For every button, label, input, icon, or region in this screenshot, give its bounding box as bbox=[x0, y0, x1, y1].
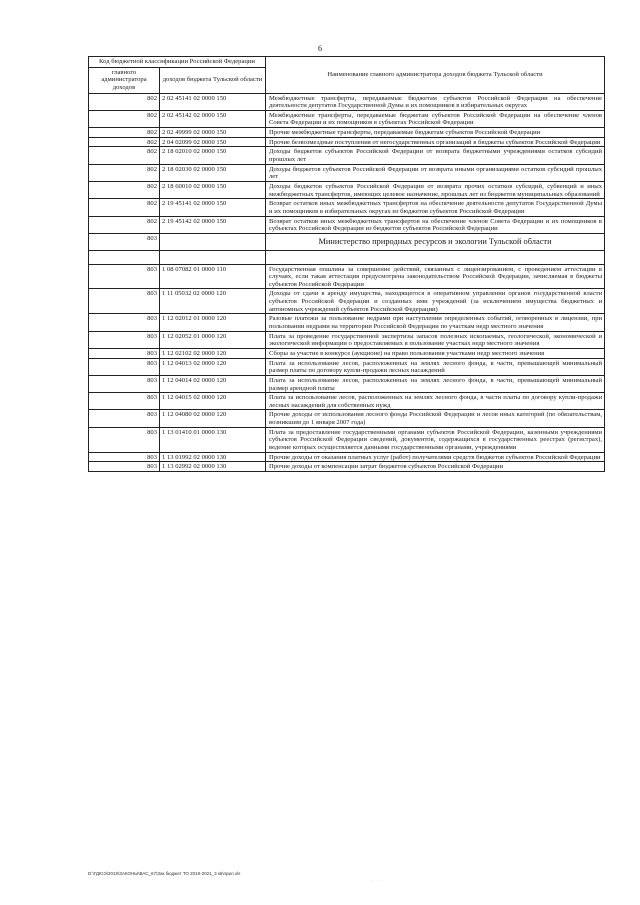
income-name: Плата за использование лесов, расположенных на землях лесного фонда, в части платы по договору купли-продажи лесных насаждений для собственных нужд bbox=[266, 393, 605, 410]
table-row bbox=[89, 348, 605, 358]
admin-code: 803 bbox=[89, 393, 160, 410]
income-name: Прочие межбюджетные трансферты, передаваемые бюджетам субъектов Российской Федерации bbox=[266, 128, 605, 138]
table-row bbox=[89, 410, 605, 427]
income-code: 2 18 60010 02 0000 150 bbox=[160, 181, 266, 198]
admin-code: 803 bbox=[89, 427, 160, 452]
income-code: 1 12 02012 01 0000 120 bbox=[160, 314, 266, 331]
table-row bbox=[89, 147, 605, 164]
income-code: 2 19 45141 02 0000 150 bbox=[160, 199, 266, 216]
table-row bbox=[89, 393, 605, 410]
table-row bbox=[89, 264, 605, 289]
admin-code: 803 bbox=[89, 452, 160, 462]
admin-code: 803 bbox=[89, 410, 160, 427]
admin-code: 803 bbox=[89, 375, 160, 392]
table-row bbox=[89, 427, 605, 452]
admin-code: 802 bbox=[89, 93, 160, 110]
income-name: Межбюджетные трансферты, передаваемые бюджетам субъектов Российской Федерации на обеспечение деятельности депутатов Государственной Думы и их помощников в избирательных округах bbox=[266, 93, 605, 110]
income-code: 1 11 05032 02 0000 120 bbox=[160, 289, 266, 314]
admin-code: 802 bbox=[89, 147, 160, 164]
income-name: Возврат остатков иных межбюджетных трансфертов на обеспечение деятельности депутатов Государственной Думы и их помощников в избирательных округах из бюджетов субъектов Российской Федерации bbox=[266, 199, 605, 216]
admin-code: 802 bbox=[89, 199, 160, 216]
income-name: Возврат остатков иных межбюджетных трансфертов на обеспечение членов Совета Федерации и их помощников в субъектах Российской Федерации из бюджетов субъектов Российской Федерации bbox=[266, 216, 605, 233]
income-name: Прочие доходы от компенсации затрат бюджетов субъектов Российской Федерации bbox=[266, 462, 605, 472]
spacer-cell bbox=[160, 250, 266, 264]
income-name: Разовые платежи за пользование недрами при наступлении определенных событий, оговоренных в лицензии, при пользовании недрами на территории Российской Федерации по участкам недр местного значения bbox=[266, 314, 605, 331]
income-code: 2 18 02030 02 0000 150 bbox=[160, 164, 266, 181]
admin-code: 802 bbox=[89, 181, 160, 198]
admin-code: 803 bbox=[89, 289, 160, 314]
income-name: Доходы от сдачи в аренду имущества, находящегося в оперативном управлении органов государственной власти субъектов Российской Федерации и созданных ими учреждений (за исключением имущества бюджетных и автономных учреждений субъектов Российской Федерации) bbox=[266, 289, 605, 314]
income-code: 1 13 01992 02 0000 130 bbox=[160, 452, 266, 462]
income-name: Прочие доходы от оказания платных услуг (работ) получателями средств бюджетов субъектов Российской Федерации bbox=[266, 452, 605, 462]
table-row bbox=[89, 289, 605, 314]
admin-code: 803 bbox=[89, 264, 160, 289]
table-row bbox=[89, 181, 605, 198]
table-row bbox=[89, 331, 605, 348]
admin-header: главного администратора доходов bbox=[89, 67, 160, 93]
header-row bbox=[89, 57, 605, 68]
income-code: 1 12 04014 02 0000 120 bbox=[160, 375, 266, 392]
table-row bbox=[89, 216, 605, 233]
table-row bbox=[89, 375, 605, 392]
income-code: 2 02 45142 02 0000 150 bbox=[160, 110, 266, 127]
income-name: Межбюджетные трансферты, передаваемые бюджетам субъектов Российской Федерации на обеспечение членов Совета Федерации и их помощников в субъектах Российской Федерации bbox=[266, 110, 605, 127]
name-header: Наименование главного администратора доходов бюджета Тульской области bbox=[266, 57, 605, 94]
admin-code: 803 bbox=[89, 358, 160, 375]
admin-code: 803 bbox=[89, 331, 160, 348]
admin-code: 803 bbox=[89, 348, 160, 358]
income-code: 2 19 45142 02 0000 150 bbox=[160, 216, 266, 233]
income-name: Прочие безвозмездные поступления от негосударственных организаций в бюджеты субъектов Российской Федерации bbox=[266, 137, 605, 147]
income-code: 2 18 02010 02 0000 150 bbox=[160, 147, 266, 164]
budget-table bbox=[88, 56, 605, 472]
income-name: Государственная пошлина за совершение действий, связанных с лицензированием, с проведением аттестации в случаях, если такая аттестация предусмотрена законодательством Российской Федерации, зачисляемая в бюджеты субъектов Российской Федерации bbox=[266, 264, 605, 289]
admin-code: 802 bbox=[89, 137, 160, 147]
table-row bbox=[89, 128, 605, 138]
income-code: 1 12 02102 02 0000 120 bbox=[160, 348, 266, 358]
income-code: 1 12 02052 01 0000 120 bbox=[160, 331, 266, 348]
income-name: Доходы бюджетов субъектов Российской Федерации от возврата прочих остатков субсидий, субвенций и иных межбюджетных трансфертов, имеющих целевое назначение, прошлых лет из бюджетов муниципальных образований bbox=[266, 181, 605, 198]
income-code: 1 08 07082 01 0000 110 bbox=[160, 264, 266, 289]
admin-code: 803 bbox=[89, 233, 160, 250]
income-name: Плата за предоставление государственными органами субъектов Российской Федерации, казенными учреждениями субъектов Российской Федерации сведений, документов, содержащихся в государственных реестрах (регистрах), ведение которых осуществляется данными государственными органами, учреждениями bbox=[266, 427, 605, 452]
scan-mark: · · · bbox=[372, 878, 383, 883]
income-name: Сборы за участие в конкурсе (аукционе) на право пользования участками недр местного значения bbox=[266, 348, 605, 358]
income-code: 1 12 04013 02 0000 120 bbox=[160, 358, 266, 375]
income-name: Плата за использование лесов, расположенных на землях лесного фонда, в части, превышающей минимальный размер арендной платы bbox=[266, 375, 605, 392]
table-row bbox=[89, 452, 605, 462]
page-number: 6 bbox=[318, 44, 322, 53]
admin-code: 803 bbox=[89, 314, 160, 331]
spacer-cell bbox=[89, 250, 160, 264]
table-row bbox=[89, 358, 605, 375]
table-row bbox=[89, 110, 605, 127]
admin-code: 802 bbox=[89, 216, 160, 233]
table-row bbox=[89, 164, 605, 181]
kbk-header: Код бюджетной классификации Российской Федерации bbox=[89, 57, 266, 68]
income-code: 2 02 49999 02 0000 150 bbox=[160, 128, 266, 138]
spacer-row bbox=[89, 250, 605, 264]
income-code: 1 12 04015 02 0000 120 bbox=[160, 393, 266, 410]
file-path-footer: D:\ГДЮЭ\2019\ЗАКОНЫ\ВАС_67\Зак бюджет ТО 2019-2021_3 кв\прил.xls bbox=[88, 871, 241, 876]
income-code: 2 02 45141 02 0000 150 bbox=[160, 93, 266, 110]
income-name: Плата за проведение государственной экспертизы запасов полезных ископаемых, геологической, экономической и экологической информации о предоставляемых в пользование участках недр местного значения bbox=[266, 331, 605, 348]
spacer-cell bbox=[266, 250, 605, 264]
admin-code: 802 bbox=[89, 110, 160, 127]
table-row bbox=[89, 314, 605, 331]
table-row bbox=[89, 199, 605, 216]
table-row bbox=[89, 93, 605, 110]
income-name: Плата за использование лесов, расположенных на землях лесного фонда, в части, превышающей минимальный размер платы по договору купли-продажи лесных насаждений bbox=[266, 358, 605, 375]
table-body bbox=[89, 93, 605, 471]
income-code-empty bbox=[160, 233, 266, 250]
income-code: 1 13 01410 01 0000 130 bbox=[160, 427, 266, 452]
admin-code: 802 bbox=[89, 164, 160, 181]
income-name: Прочие доходы от использования лесного фонда Российской Федерации и лесов иных категорий (по обязательствам, возникшим до 1 января 2007 года) bbox=[266, 410, 605, 427]
income-header: доходов бюджета Тульской области bbox=[160, 67, 266, 93]
section-title: Министерство природных ресурсов и экологии Тульской области bbox=[266, 233, 605, 250]
income-name: Доходы бюджетов субъектов Российской Федерации от возврата иными организациями остатков субсидий прошлых лет bbox=[266, 164, 605, 181]
table-row bbox=[89, 462, 605, 472]
admin-code: 802 bbox=[89, 128, 160, 138]
income-code: 1 12 04080 02 0000 120 bbox=[160, 410, 266, 427]
income-code: 1 13 02992 02 0000 130 bbox=[160, 462, 266, 472]
section-row bbox=[89, 233, 605, 250]
table-row bbox=[89, 137, 605, 147]
income-name: Доходы бюджетов субъектов Российской Федерации от возврата бюджетными учреждениями остатков субсидий прошлых лет bbox=[266, 147, 605, 164]
admin-code: 803 bbox=[89, 462, 160, 472]
income-code: 2 04 02099 02 0000 150 bbox=[160, 137, 266, 147]
